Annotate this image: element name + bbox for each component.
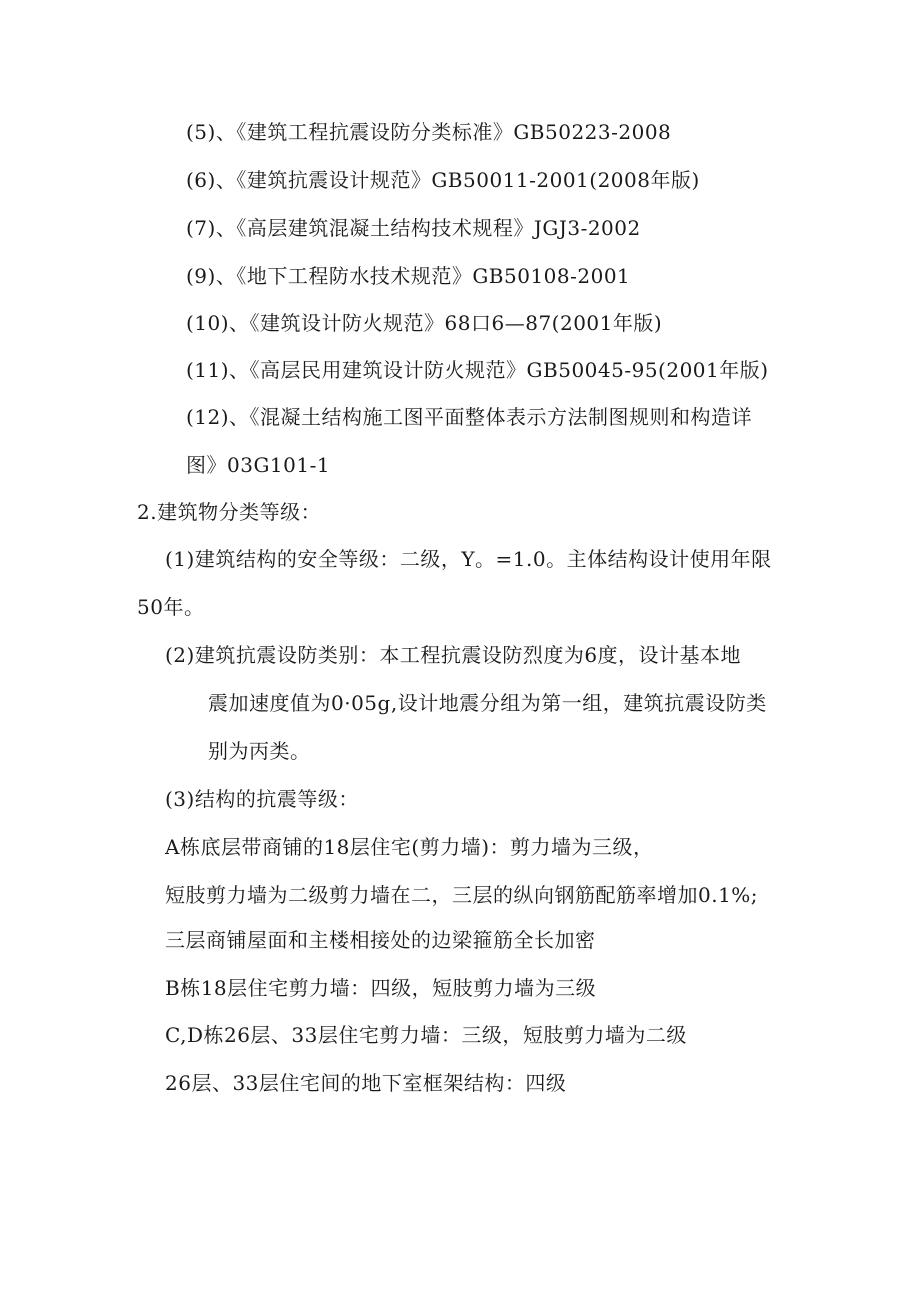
reference-9: (9)、《地下工程防水技术规范》GB50108-2001: [186, 264, 631, 288]
reference-10: (10)、《建筑设计防火规范》68口6—87(2001年版): [186, 311, 663, 335]
section-heading: 2.建筑物分类等级：: [137, 500, 322, 524]
item-2-line-2: 震加速度值为0·05g,设计地震分组为第一组，建筑抗震设防类: [208, 691, 767, 715]
item-2-line-1: (2)建筑抗震设防类别：本工程抗震设防烈度为6度，设计基本地: [165, 643, 742, 667]
grade-line-6: 26层、33层住宅间的地下室框架结构：四级: [165, 1071, 567, 1095]
reference-5: (5)、《建筑工程抗震设防分类标准》GB50223-2008: [186, 120, 672, 144]
grade-line-4: B栋18层住宅剪力墙：四级，短肢剪力墙为三级: [165, 976, 597, 1000]
reference-6: (6)、《建筑抗震设计规范》GB50011-2001(2008年版): [186, 168, 700, 192]
grade-line-3: 三层商铺屋面和主楼相接处的边梁箍筋全长加密: [165, 928, 596, 952]
item-3-heading: (3)结构的抗震等级：: [165, 787, 359, 811]
grade-line-2: 短肢剪力墙为二级剪力墙在二，三层的纵向钢筋配筋率增加0.1%;: [165, 883, 759, 907]
grade-line-1: A栋底层带商铺的18层住宅(剪力墙)：剪力墙为三级，: [165, 835, 654, 859]
reference-12: (12)、《混凝土结构施工图平面整体表示方法制图规则和构造详: [186, 405, 753, 429]
reference-12-continuation: 图》03G101-1: [186, 453, 331, 477]
grade-line-5: C,D栋26层、33层住宅剪力墙：三级，短肢剪力墙为二级: [165, 1023, 687, 1047]
item-1-line-1: (1)建筑结构的安全等级：二级，Y。=1.0。主体结构设计使用年限: [165, 547, 772, 571]
reference-11: (11)、《高层民用建筑设计防火规范》GB50045-95(2001年版): [186, 358, 769, 382]
item-2-line-3: 别为丙类。: [208, 739, 311, 763]
reference-7: (7)、《高层建筑混凝土结构技术规程》JGJ3-2002: [186, 216, 641, 240]
item-1-line-2: 50年。: [137, 595, 205, 619]
